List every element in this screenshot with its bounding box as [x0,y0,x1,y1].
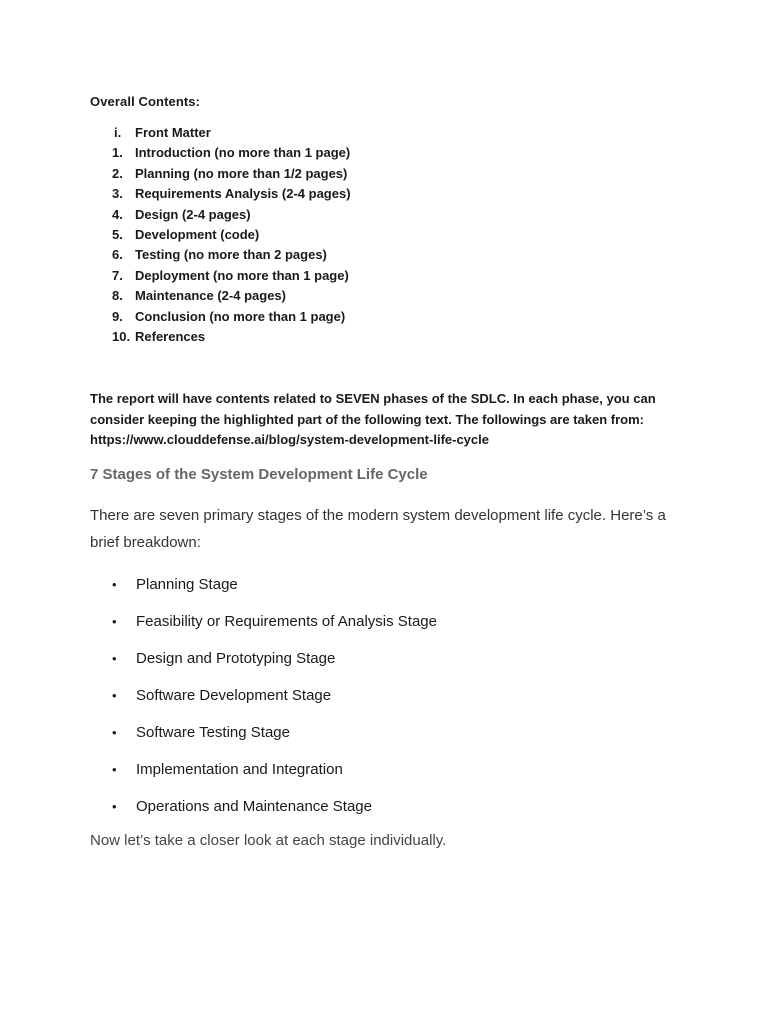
contents-item-number: 7. [112,267,123,283]
contents-item [112,225,351,245]
sdlc-intro-line: There are seven primary stages of the modern system development life cycle. Here’s a [90,507,666,524]
bullet-icon: • [112,799,117,814]
bullet-icon: • [112,688,117,703]
contents-item-number: 6. [112,247,123,263]
bullet-icon: • [112,725,117,740]
contents-item [112,327,351,347]
stage-label: Implementation and Integration [136,761,343,778]
contents-item-number: 2. [112,165,123,181]
stage-label: Feasibility or Requirements of Analysis Stage [136,613,437,630]
sdlc-intro [90,502,690,556]
contents-item-label: Deployment (no more than 1 page) [135,267,349,283]
stage-label: Software Testing Stage [136,724,290,741]
contents-item [112,286,351,306]
sdlc-intro-line: brief breakdown: [90,534,201,551]
list-item [112,684,437,721]
contents-item-label: Requirements Analysis (2-4 pages) [135,186,351,202]
contents-item-label: Front Matter [135,125,211,140]
stage-label: Design and Prototyping Stage [136,650,336,667]
contents-item-label: Planning (no more than 1/2 pages) [135,165,348,181]
closing-sentence: Now let’s take a closer look at each stage individually. [90,832,447,849]
contents-item-label: Introduction (no more than 1 page) [135,145,351,161]
contents-list [112,123,351,347]
bullet-icon: • [112,614,117,629]
contents-item-number: i. [114,125,122,140]
contents-item [112,245,351,265]
contents-item-number: 9. [112,308,123,324]
contents-item-label: Design (2-4 pages) [135,206,251,222]
contents-item [112,205,351,225]
report-note [90,389,660,451]
sdlc-heading: 7 Stages of the System Development Life Cycle [90,466,428,483]
contents-item-number: 5. [112,226,123,242]
contents-item [112,143,351,163]
stage-label: Software Development Stage [136,687,332,704]
contents-item-label: Conclusion (no more than 1 page) [135,308,346,324]
source-url: https://www.clouddefense.ai/blog/system-development-life-cycle [90,432,489,447]
contents-item [112,266,351,286]
contents-item-number: 3. [112,186,123,202]
contents-item-number: 1. [112,145,123,161]
bullet-icon: • [112,577,117,592]
stages-list [112,573,437,832]
contents-item-number: 4. [112,206,123,222]
contents-item [112,123,351,143]
report-note-line: consider keeping the highlighted part of the following text. The followings are taken from: [90,411,644,427]
report-note-line: The report will have contents related to SEVEN phases of the SDLC. In each phase, you can [90,391,656,406]
list-item [112,573,437,610]
list-item [112,721,437,758]
list-item [112,610,437,647]
contents-item-number: 8. [112,288,123,304]
stage-label: Operations and Maintenance Stage [136,798,372,815]
contents-heading: Overall Contents: [90,94,201,109]
bullet-icon: • [112,762,117,777]
bullet-icon: • [112,651,117,666]
list-item [112,795,437,832]
contents-item-label: References [135,328,206,344]
contents-item-label: Testing (no more than 2 pages) [135,247,327,263]
list-item [112,647,437,684]
list-item [112,758,437,795]
stage-label: Planning Stage [136,576,238,593]
contents-item-label: Maintenance (2-4 pages) [135,288,286,304]
contents-item [112,307,351,327]
contents-item [112,184,351,204]
contents-item-label: Development (code) [135,226,260,242]
contents-item-number: 10. [112,328,131,344]
contents-item [112,164,351,184]
